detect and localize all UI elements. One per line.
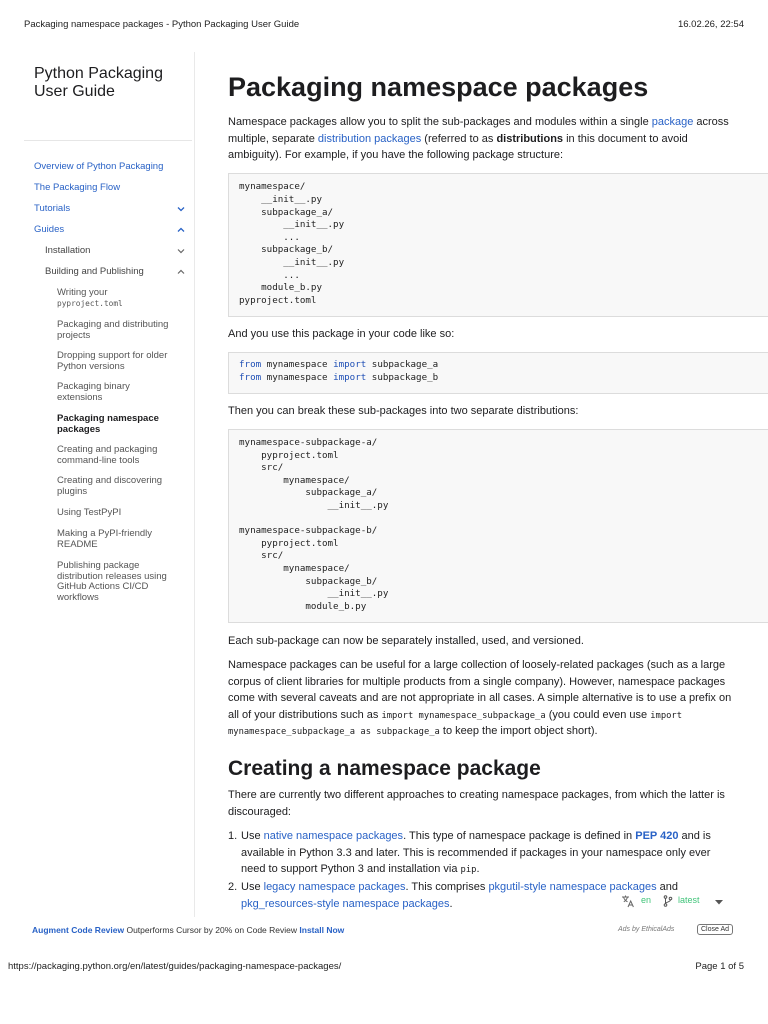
code-line: mynamespace/: [239, 563, 350, 574]
text: Use: [241, 830, 264, 842]
code-line: subpackage_b/: [239, 244, 334, 256]
ad-brand[interactable]: Augment Code Review: [32, 925, 125, 935]
chevron-down-icon[interactable]: [176, 246, 186, 256]
nav-tutorials[interactable]: Tutorials: [34, 203, 71, 214]
nav-item-text: Dropping support for older: [57, 350, 168, 361]
git-branch-icon: [663, 895, 673, 907]
keyword: from: [239, 359, 262, 370]
intro-paragraph: [228, 114, 758, 164]
text: (referred to as: [421, 132, 497, 145]
text: Namespace packages allow you to split the sub-packages and modules within a single: [228, 116, 652, 128]
caveats-paragraph: [228, 657, 758, 740]
nav-item-text: distribution releases using: [57, 570, 167, 582]
nav-overview[interactable]: Overview of Python Packaging: [34, 161, 164, 172]
nav-guides[interactable]: Guides: [34, 224, 65, 235]
nav-item-text: workflows: [57, 591, 99, 603]
text: Namespace packages can be useful for a large collection of loosely-related packages (such as a large: [228, 659, 726, 671]
text: Use: [241, 881, 264, 893]
nav-pypi-readme[interactable]: [57, 529, 185, 550]
code-line: __init__.py: [239, 500, 389, 511]
link-legacy-namespace[interactable]: legacy namespace packages: [263, 881, 406, 893]
nav-item-text: plugins: [57, 485, 88, 497]
section-heading: Creating a namespace package: [228, 757, 541, 780]
text: and: [656, 881, 679, 893]
code-line: pyproject.toml: [239, 449, 339, 461]
nav-testpypi[interactable]: [57, 508, 185, 519]
nav-namespace-packages[interactable]: [57, 414, 185, 435]
text: available in Python 3.3 and later. This is recommended if packages in your namespace only ever: [241, 846, 711, 859]
code-line: __init__.py: [239, 588, 389, 600]
nav-item-text: Packaging binary: [57, 381, 130, 392]
text: . This type of namespace package is defined in: [403, 830, 636, 842]
code-line: subpackage_b/: [239, 575, 378, 587]
link-native-namespace[interactable]: native namespace packages: [263, 830, 404, 842]
code-line: ...: [239, 231, 300, 243]
text: .: [449, 897, 453, 910]
inline-code: import mynamespace_subpackage_a: [381, 710, 546, 721]
nav-item-text: GitHub Actions CI/CD: [57, 581, 149, 592]
print-url: https://packaging.python.org/en/latest/guides/packaging-namespace-packages/: [8, 961, 342, 972]
list-body: [241, 879, 678, 912]
ad-cta-link[interactable]: Install Now: [299, 925, 345, 935]
code-line: subpackage_a/: [239, 206, 334, 218]
print-datetime: 16.02.26, 22:54: [677, 19, 744, 30]
chevron-up-icon[interactable]: [176, 225, 186, 235]
text: There are currently two different approaches to creating namespace packages, from which the latter is: [228, 789, 725, 801]
keyword: from: [239, 372, 262, 383]
text: multiple, separate: [228, 132, 318, 145]
approaches-paragraph: [228, 787, 758, 820]
nav-item-text: packages: [57, 423, 101, 435]
bold-term: distributions: [496, 132, 564, 145]
code-line: __init__.py: [239, 257, 345, 268]
print-page-number: Page 1 of 5: [695, 961, 744, 972]
nav-item-text: Using TestPyPI: [57, 507, 122, 518]
code-line: ...: [239, 269, 300, 281]
ad-text[interactable]: [32, 925, 344, 935]
nav-item-text: command-line tools: [57, 454, 140, 466]
link-package[interactable]: package: [651, 116, 694, 128]
list-body: [241, 828, 711, 878]
nav-command-line-tools[interactable]: [57, 445, 185, 466]
code-line: __init__.py: [239, 194, 322, 205]
text: ambiguity). For example, if you have the following package structure:: [228, 149, 564, 161]
text: discouraged:: [228, 805, 291, 818]
nav-item-text: Python versions: [57, 360, 125, 372]
code-line: mynamespace-subpackage-b/: [239, 525, 378, 537]
ad-copy: Outperforms Cursor by 20% on Code Review: [124, 925, 300, 935]
text: come with several caveats and are not appropriate in all cases. A simple alternative is to use a prefix on: [228, 692, 732, 704]
nav-dropping-support[interactable]: [57, 351, 185, 372]
nav-item-text: Publishing package: [57, 560, 140, 571]
code-token: subpackage_b: [366, 372, 439, 383]
text: .: [476, 863, 480, 875]
text: to keep the import object short).: [439, 725, 598, 737]
nav-item-text: Packaging and distributing: [57, 319, 169, 330]
code-line: module_b.py: [239, 282, 322, 294]
brand-divider: [24, 140, 192, 141]
main-content: [228, 52, 768, 917]
translate-icon: [621, 894, 635, 908]
versioned-paragraph: Each sub-package can now be separately installed, used, and versioned.: [228, 635, 584, 647]
text: in this document to avoid: [563, 132, 688, 145]
code-token: mynamespace: [261, 372, 334, 383]
keyword: import: [333, 372, 367, 383]
code-line: [239, 372, 438, 383]
text: . This comprises: [405, 881, 489, 893]
nav-item-code: pyproject.toml: [57, 298, 123, 308]
code-line: pyproject.toml: [239, 294, 317, 306]
code-line: [239, 359, 438, 370]
chevron-down-icon[interactable]: [176, 204, 186, 214]
version-switcher[interactable]: [621, 894, 729, 910]
nav-binary-extensions[interactable]: [57, 382, 185, 403]
code-line: subpackage_a/: [239, 487, 378, 499]
nav-item-text: Writing your: [57, 287, 108, 298]
keyword: import: [333, 359, 367, 370]
sidebar: [24, 52, 195, 917]
ads-by-label[interactable]: Ads by EthicalAds: [618, 926, 675, 933]
text: across: [693, 116, 729, 128]
list-number: 2.: [228, 881, 238, 893]
chevron-up-icon[interactable]: [176, 267, 186, 277]
inline-code: pip: [460, 865, 477, 875]
break-paragraph: Then you can break these sub-packages into two separate distributions:: [228, 405, 579, 417]
code-line: src/: [239, 462, 284, 474]
text: (you could even use: [545, 708, 651, 721]
page-title: Packaging namespace packages: [228, 72, 649, 102]
nav-item-text: extensions: [57, 391, 103, 403]
code-block-distributions: [228, 429, 768, 623]
version-label: latest: [678, 895, 700, 905]
code-line: src/: [239, 550, 284, 562]
nav-item-text: Creating and discovering: [57, 475, 163, 486]
link-pkgutil-style[interactable]: pkgutil-style namespace packages: [488, 881, 657, 893]
print-header: [24, 19, 744, 33]
code-line: mynamespace/: [239, 181, 306, 192]
link-pkg-resources-style[interactable]: pkg_resources-style namespace packages: [241, 897, 450, 910]
list-number: 1.: [228, 830, 238, 842]
text: all of your distributions such as: [228, 708, 382, 721]
nav-item-text: projects: [57, 329, 91, 341]
print-footer: [8, 961, 744, 975]
language-label: en: [641, 895, 652, 905]
link-distribution-packages[interactable]: distribution packages: [317, 132, 422, 145]
nav-packaging-distributing[interactable]: [57, 320, 185, 341]
site-brand[interactable]: [34, 65, 184, 101]
text: need to support Python 3 and installation via: [241, 863, 461, 875]
brand-line-1: Python Packaging: [34, 65, 163, 82]
inline-code: import: [650, 710, 683, 721]
text: and is: [678, 830, 711, 842]
brand-line-2: User Guide: [34, 83, 115, 100]
text: corpus of client libraries for multiple products from a single company). However, namespace packages: [228, 675, 726, 688]
nav-building-publishing[interactable]: Building and Publishing: [45, 266, 144, 277]
code-block-usage: [228, 352, 768, 394]
code-block-structure: [228, 173, 768, 317]
code-line: module_b.py: [239, 600, 367, 612]
code-token: subpackage_a: [366, 359, 439, 370]
nav-packaging-flow[interactable]: The Packaging Flow: [34, 182, 121, 193]
nav-item-text: Making a PyPI-friendly: [57, 528, 153, 539]
code-line: mynamespace/: [239, 474, 350, 486]
print-title: Packaging namespace packages - Python Packaging User Guide: [24, 19, 300, 30]
nav-installation[interactable]: Installation: [45, 245, 91, 256]
nav-writing-pyproject[interactable]: [57, 288, 185, 309]
close-ad-button[interactable]: Close Ad: [697, 924, 733, 935]
link-pep-420[interactable]: PEP 420: [635, 830, 679, 842]
nav-item-text: Packaging namespace: [57, 413, 159, 424]
nav-item-text: Creating and packaging: [57, 444, 158, 455]
code-token: mynamespace: [261, 359, 334, 370]
code-line: mynamespace-subpackage-a/: [239, 437, 378, 448]
caret-down-icon: [714, 898, 724, 906]
nav-github-actions[interactable]: [57, 561, 185, 603]
code-line: __init__.py: [239, 219, 345, 231]
ad-bar: [24, 920, 744, 942]
nav-plugins[interactable]: [57, 476, 185, 497]
usage-paragraph: And you use this package in your code like so:: [228, 328, 455, 340]
nav-item-text: README: [57, 538, 98, 550]
inline-code: mynamespace_subpackage_a as subpackage_a: [228, 727, 440, 737]
code-line: pyproject.toml: [239, 537, 339, 549]
